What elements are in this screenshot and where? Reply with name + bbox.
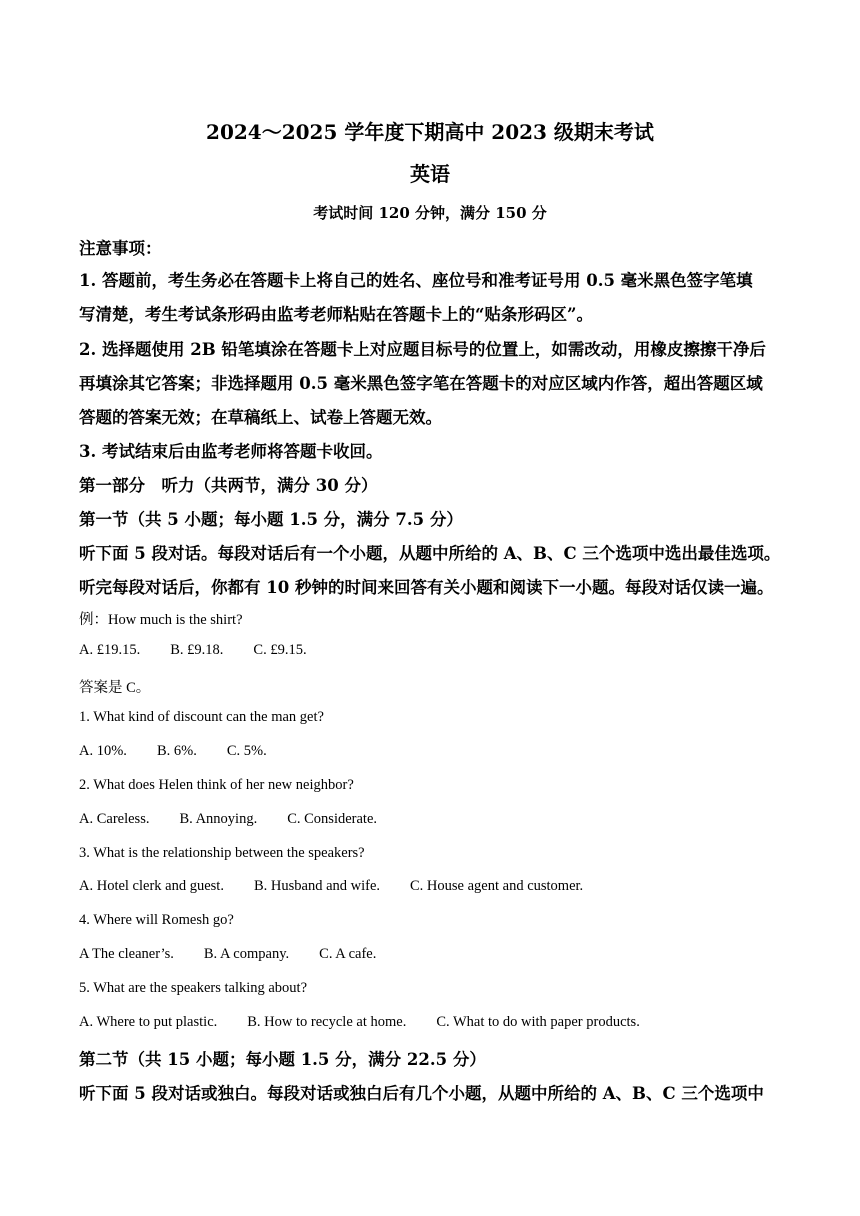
example-question: 例：How much is the shirt? [79, 612, 243, 628]
question-5: 5. What are the speakers talking about? [79, 980, 308, 996]
notice-item-3: 3. 考试结束后由监考老师将答题卡收回。 [79, 442, 383, 461]
option-a: A. Hotel clerk and guest. [79, 878, 224, 894]
section2-heading: 第二节（共 15 小题；每小题 1.5 分，满分 22.5 分） [79, 1050, 486, 1069]
question-1-options [79, 743, 267, 760]
question-4-options [79, 946, 376, 963]
option-b: B. Husband and wife. [253, 878, 381, 894]
subject-title: 英语 [410, 162, 450, 186]
option-c: C. £9.15. [253, 642, 307, 658]
option-b: B. £9.18. [170, 642, 224, 658]
notice-item-2-line-2: 再填涂其它答案；非选择题用 0.5 毫米黑色签字笔在答题卡的对应区域内作答，超出答题区域 [79, 374, 763, 393]
part1-heading: 第一部分 听力（共两节，满分 30 分） [79, 476, 378, 495]
option-a: A. Careless. [79, 811, 150, 827]
section1-instruction-line-1: 听下面 5 段对话。每段对话后有一个小题，从题中所给的 A、B、C 三个选项中选出最佳选项。 [79, 544, 781, 563]
notice-item-2-line-3: 答题的答案无效；在草稿纸上、试卷上答题无效。 [79, 408, 442, 427]
example-options [79, 642, 307, 659]
option-c: C. Considerate. [287, 811, 378, 827]
notice-item-1-line-2: 写清楚，考生考试条形码由监考老师粘贴在答题卡上的“贴条形码区”。 [79, 305, 593, 324]
option-c: C. A cafe. [319, 946, 377, 962]
question-4: 4. Where will Romesh go? [79, 912, 234, 928]
notice-heading: 注意事项： [79, 239, 162, 258]
option-a: A. 10%. [79, 743, 127, 759]
option-b: B. A company. [203, 946, 290, 962]
question-5-options [79, 1014, 640, 1031]
option-b: B. How to recycle at home. [247, 1014, 407, 1030]
section2-instruction: 听下面 5 段对话或独白。每段对话或独白后有几个小题，从题中所给的 A、B、C 三个选项中 [79, 1084, 764, 1103]
example-answer: 答案是 C。 [79, 680, 151, 696]
question-3-options [79, 878, 583, 895]
option-c: C. 5%. [226, 743, 267, 759]
question-2-options [79, 811, 377, 828]
question-3: 3. What is the relationship between the speakers? [79, 845, 365, 861]
option-c: C. What to do with paper products. [436, 1014, 640, 1030]
notice-item-1-line-1: 1. 答题前，考生务必在答题卡上将自己的姓名、座位号和准考证号用 0.5 毫米黑色签字笔填 [79, 271, 753, 290]
notice-item-2-line-1: 2. 选择题使用 2B 铅笔填涂在答题卡上对应题目标号的位置上，如需改动，用橡皮擦擦干净后 [79, 340, 766, 359]
option-b: B. 6%. [156, 743, 197, 759]
section1-heading: 第一节（共 5 小题；每小题 1.5 分，满分 7.5 分） [79, 510, 463, 529]
question-1: 1. What kind of discount can the man get? [79, 709, 324, 725]
option-a: A. £19.15. [79, 642, 141, 658]
exam-info: 考试时间 120 分钟，满分 150 分 [313, 204, 547, 222]
question-2: 2. What does Helen think of her new neighbor? [79, 777, 354, 793]
option-c: C. House agent and customer. [410, 878, 584, 894]
option-b: B. Annoying. [179, 811, 258, 827]
section1-instruction-line-2: 听完每段对话后，你都有 10 秒钟的时间来回答有关小题和阅读下一小题。每段对话仅读一遍。 [79, 578, 774, 597]
exam-title: 2024～2025 学年度下期高中 2023 级期末考试 [206, 120, 654, 144]
option-a: A. Where to put plastic. [79, 1014, 218, 1030]
option-a: A The cleaner’s. [79, 946, 174, 962]
